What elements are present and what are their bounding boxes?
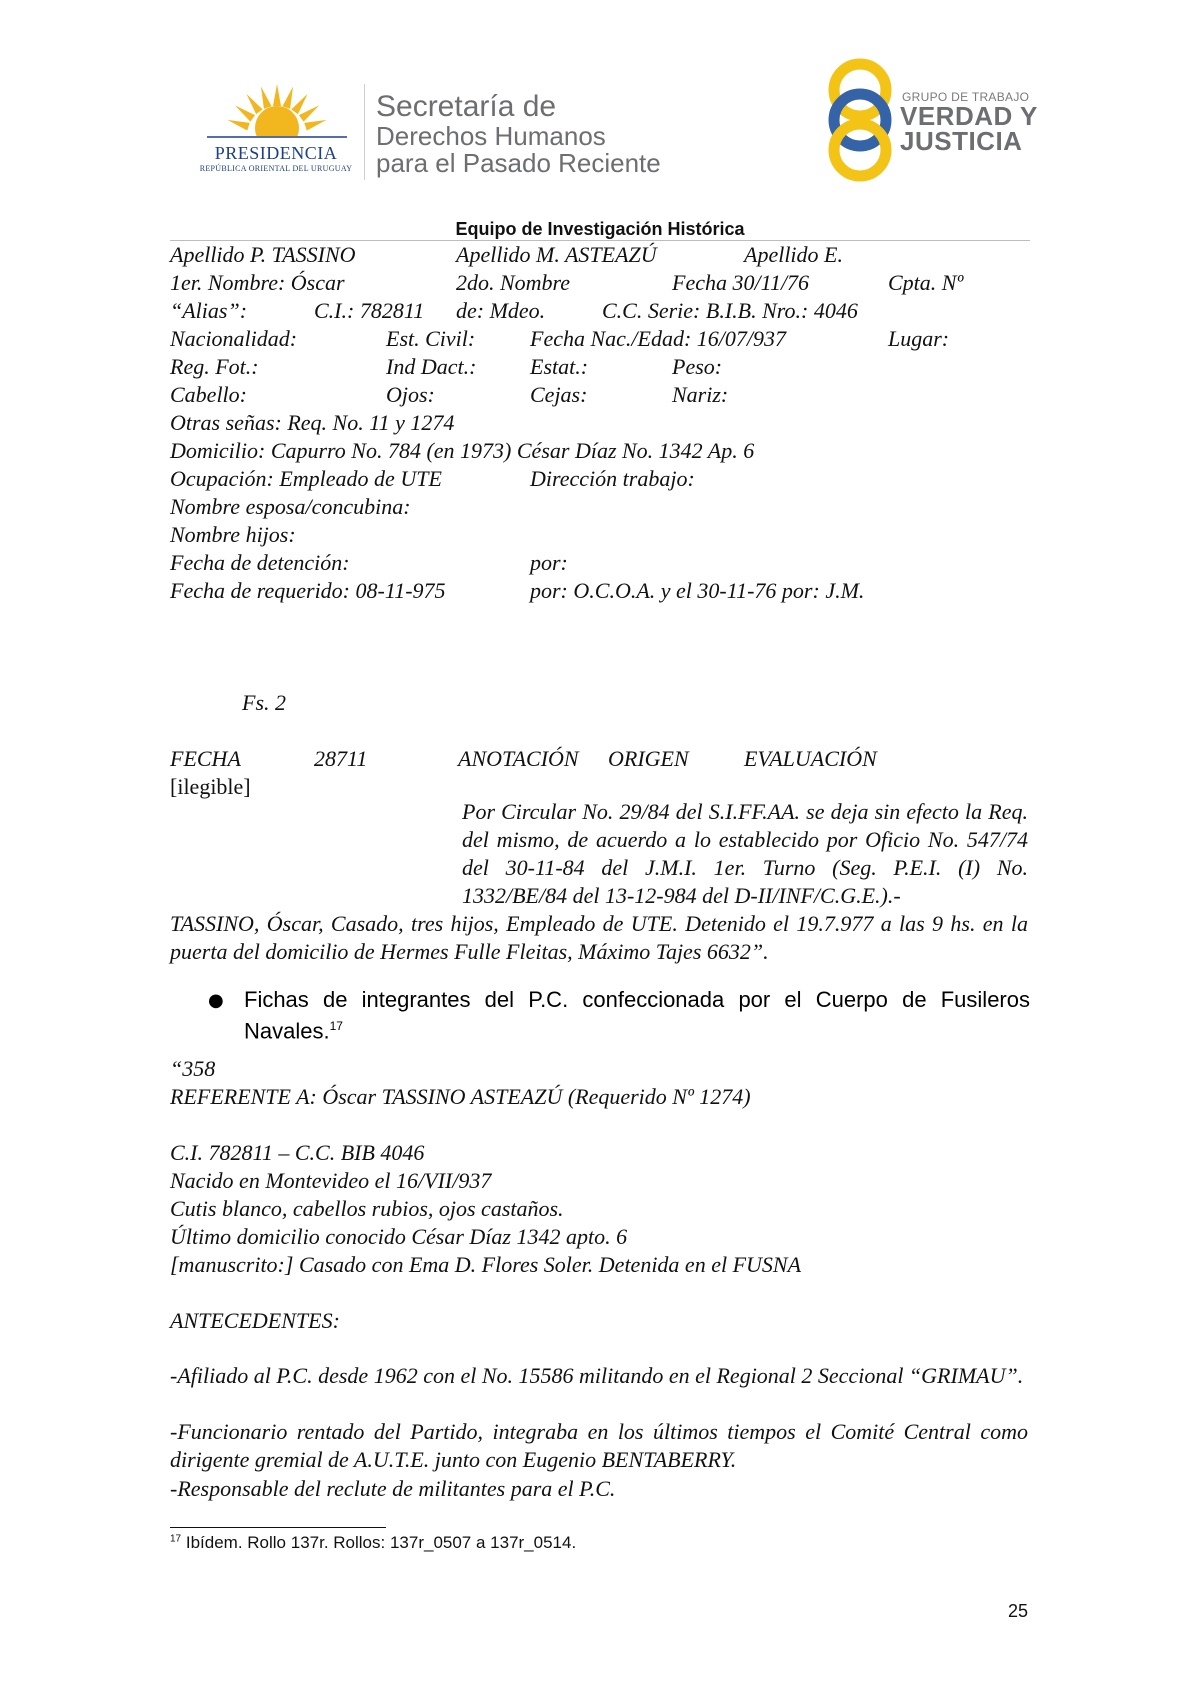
apellido-e: Apellido E. bbox=[744, 242, 843, 267]
referente: REFERENTE A: Óscar TASSINO ASTEAZÚ (Requerido Nº 1274) bbox=[170, 1084, 751, 1109]
ojos: Ojos: bbox=[386, 382, 435, 407]
ci: C.I.: 782811 bbox=[314, 298, 425, 323]
bullet-icon: ● bbox=[208, 990, 224, 1011]
lugar: Lugar: bbox=[888, 326, 950, 351]
domicilio: Domicilio: Capurro No. 784 (en 1973) César Díaz No. 1342 Ap. 6 bbox=[170, 438, 755, 463]
fecha-requerido: Fecha de requerido: 08-11-975 bbox=[170, 578, 446, 603]
col-num: 28711 bbox=[314, 746, 368, 771]
ultimo-domicilio: Último domicilio conocido César Díaz 1342 apto. 6 bbox=[170, 1224, 628, 1249]
fecha-nac: Fecha Nac./Edad: 16/07/937 bbox=[530, 326, 787, 351]
secretaria-line3: para el Pasado Reciente bbox=[376, 148, 661, 178]
presidencia-subtitle: REPÚBLICA ORIENTAL DEL URUGUAY bbox=[199, 164, 353, 173]
nombre-hijos: Nombre hijos: bbox=[170, 522, 296, 547]
cc: C.C. Serie: B.I.B. Nro.: 4046 bbox=[602, 298, 858, 323]
page-number: 25 bbox=[1008, 1601, 1029, 1621]
col-fecha: FECHA bbox=[170, 746, 241, 771]
antecedente-responsable: -Responsable del reclute de militantes para el P.C. bbox=[170, 1476, 616, 1501]
reg-fot: Reg. Fot.: bbox=[170, 354, 259, 379]
footnote-rule bbox=[170, 1527, 386, 1528]
ilegible: [ilegible] bbox=[170, 774, 251, 799]
cabello: Cabello: bbox=[170, 382, 247, 407]
team-heading: Equipo de Investigación Histórica bbox=[455, 219, 745, 239]
fecha-detencion: Fecha de detención: bbox=[170, 550, 350, 575]
circular-paragraph: Por Circular No. 29/84 del S.I.FF.AA. se deja sin efecto la Req. del mismo, de acuerdo a lo establecido por Oficio No. 547/74 del 30-11-84 del J.M.I. 1er. Turno (Seg. P.E.I. (I) No. 1332/BE/84 del 13-12-984 del D-II/INF/C.G.E.).- bbox=[462, 799, 1028, 908]
apellido-p: Apellido P. TASSINO bbox=[170, 242, 356, 267]
footnote-text: Ibídem. Rollo 137r. Rollos: 137r_0507 a 137r_0514. bbox=[185, 1533, 577, 1552]
grupo-trabajo-label: GRUPO DE TRABAJO bbox=[902, 90, 1030, 104]
secretaria-line2: Derechos Humanos bbox=[376, 121, 606, 151]
nombre1: 1er. Nombre: Óscar bbox=[170, 270, 345, 295]
requerido-por: por: O.C.O.A. y el 30-11-76 por: J.M. bbox=[530, 578, 865, 603]
ocupacion: Ocupación: Empleado de UTE bbox=[170, 466, 442, 491]
ficha-number: “358 bbox=[170, 1056, 216, 1081]
footnote bbox=[170, 1533, 576, 1553]
justicia-label: JUSTICIA bbox=[900, 126, 1023, 156]
presidencia-title: PRESIDENCIA bbox=[214, 143, 338, 163]
verdad-label: VERDAD Y bbox=[900, 101, 1038, 131]
otras-senas: Otras señas: Req. No. 11 y 1274 bbox=[170, 410, 455, 435]
antecedente-afiliado: -Afiliado al P.C. desde 1962 con el No. 15586 militando en el Regional 2 Seccional “GRIMAU”. bbox=[170, 1363, 1024, 1388]
cejas: Cejas: bbox=[530, 382, 588, 407]
nombre2: 2do. Nombre bbox=[456, 270, 571, 295]
nacido: Nacido en Montevideo el 16/VII/937 bbox=[170, 1168, 492, 1193]
est-civil: Est. Civil: bbox=[386, 326, 476, 351]
nombre-esposa: Nombre esposa/concubina: bbox=[170, 494, 411, 519]
folio: Fs. 2 bbox=[242, 690, 286, 715]
bullet-text: Fichas de integrantes del P.C. confeccionada por el Cuerpo de Fusileros Navales. bbox=[244, 987, 1030, 1044]
direccion-trabajo: Dirección trabajo: bbox=[530, 466, 695, 491]
ind-dact: Ind Dact.: bbox=[386, 354, 477, 379]
bullet-item bbox=[244, 986, 1030, 1044]
header-rule bbox=[170, 240, 1030, 241]
footnote-number: 17 bbox=[170, 1533, 182, 1545]
alias: “Alias”: bbox=[170, 298, 248, 323]
col-anotacion: ANOTACIÓN bbox=[458, 746, 579, 771]
antecedente-funcionario: -Funcionario rentado del Partido, integraba en los últimos tiempos el Comité Central como dirigente gremial de A.U.T.E. junto con Eugenio BENTABERRY. bbox=[170, 1419, 1028, 1472]
apellido-m: Apellido M. ASTEAZÚ bbox=[456, 242, 657, 267]
nariz: Nariz: bbox=[672, 382, 729, 407]
header-divider bbox=[364, 84, 365, 180]
fecha-ficha: Fecha 30/11/76 bbox=[672, 270, 810, 295]
detencion-por: por: bbox=[530, 550, 568, 575]
cpta: Cpta. Nº bbox=[888, 270, 964, 295]
estat: Estat.: bbox=[530, 354, 589, 379]
footnote-ref[interactable]: 17 bbox=[329, 1019, 343, 1033]
tassino-paragraph: TASSINO, Óscar, Casado, tres hijos, Empleado de UTE. Detenido el 19.7.977 a las 9 hs. en la puerta del domicilio de Hermes Fulle Fleitas, Máximo Tajes 6632”. bbox=[170, 911, 1028, 964]
linked-rings-logo-icon bbox=[820, 58, 900, 182]
peso: Peso: bbox=[672, 354, 723, 379]
ci-cc: C.I. 782811 – C.C. BIB 4046 bbox=[170, 1140, 425, 1165]
de: de: Mdeo. bbox=[456, 298, 546, 323]
cutis: Cutis blanco, cabellos rubios, ojos castaños. bbox=[170, 1196, 564, 1221]
nacionalidad: Nacionalidad: bbox=[170, 326, 298, 351]
col-origen: ORIGEN bbox=[608, 746, 689, 771]
manuscrito: [manuscrito:] Casado con Ema D. Flores Soler. Detenida en el FUSNA bbox=[170, 1252, 802, 1277]
col-evaluacion: EVALUACIÓN bbox=[744, 746, 877, 771]
secretaria-line1: Secretaría de bbox=[376, 90, 557, 123]
antecedentes-heading: ANTECEDENTES: bbox=[170, 1308, 340, 1333]
